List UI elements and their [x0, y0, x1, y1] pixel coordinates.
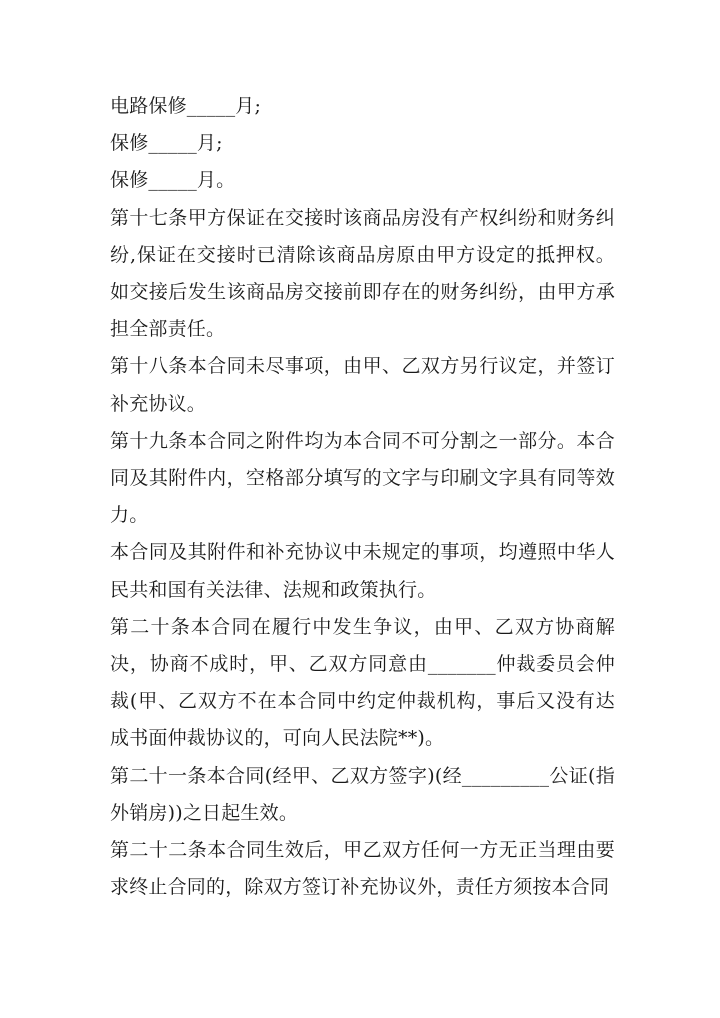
paragraph-article-18: 第十八条本合同未尽事项，由甲、乙双方另行议定，并签订补充协议。 [110, 355, 615, 415]
paragraph-article-22: 第二十二条本合同生效后，甲乙双方任何一方无正当理由要求终止合同的，除双方签订补充协议外，责任方须按本合同 [110, 839, 615, 899]
paragraph-applicable-law: 本合同及其附件和补充协议中未规定的事项，均遵照中华人民共和国有关法律、法规和政策执行。 [110, 541, 615, 601]
document-body [110, 88, 615, 906]
paragraph-article-20: 第二十条本合同在履行中发生争议，由甲、乙双方协商解决，协商不成时，甲、乙双方同意由_______仲裁委员会仲裁(甲、乙双方不在本合同中约定仲裁机构，事后又没有达成书面仲裁协议的，可向人民法院**)。 [110, 615, 615, 750]
paragraph-article-17: 第十七条甲方保证在交接时该商品房没有产权纠纷和财务纠纷,保证在交接时已清除该商品房原由甲方设定的抵押权。如交接后发生该商品房交接前即存在的财务纠纷，由甲方承担全部责任。 [110, 206, 615, 341]
paragraph-electric-warranty: 电路保修_____月; [110, 95, 262, 117]
paragraph-warranty-b: 保修_____月。 [110, 169, 236, 192]
paragraph-article-19: 第十九条本合同之附件均为本合同不可分割之一部分。本合同及其附件内，空格部分填写的文字与印刷文字具有同等效力。 [110, 429, 615, 527]
paragraph-warranty-a: 保修_____月; [110, 132, 223, 155]
paragraph-article-21: 第二十一条本合同(经甲、乙双方签字)(经_________公证(指外销房))之日起生效。 [110, 764, 615, 824]
